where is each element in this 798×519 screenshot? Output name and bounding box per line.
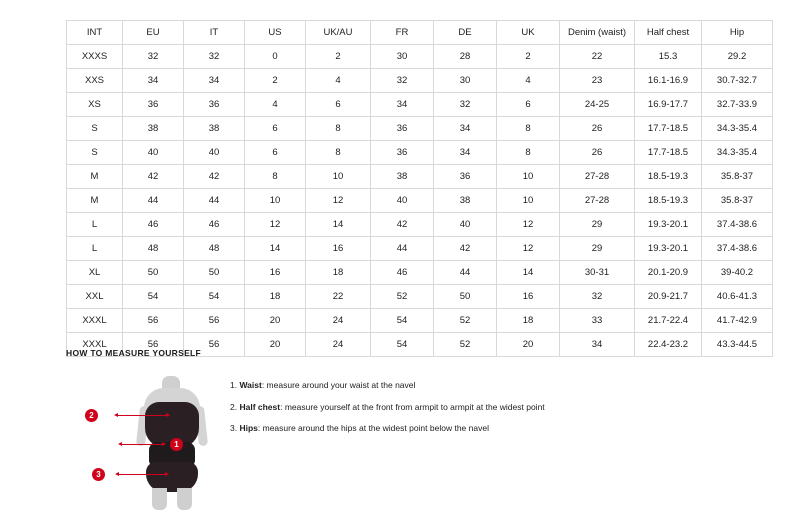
cell-it: 48	[184, 237, 245, 261]
cell-us: 0	[245, 45, 306, 69]
cell-int: XS	[67, 93, 123, 117]
cell-eu: 36	[123, 93, 184, 117]
instruction-half-chest-term: Half chest	[239, 401, 281, 412]
cell-de: 50	[434, 285, 497, 309]
cell-half-chest: 22.4-23.2	[635, 333, 702, 357]
mannequin-figure	[84, 368, 204, 503]
cell-denim-waist: 30-31	[560, 261, 635, 285]
cell-us: 20	[245, 309, 306, 333]
cell-us: 8	[245, 165, 306, 189]
cell-us: 20	[245, 333, 306, 357]
cell-eu: 46	[123, 213, 184, 237]
cell-hip: 37.4-38.6	[702, 237, 773, 261]
column-header-denim-waist: Denim (waist)	[560, 21, 635, 45]
cell-us: 12	[245, 213, 306, 237]
cell-int: S	[67, 117, 123, 141]
cell-ukau: 14	[306, 213, 371, 237]
cell-eu: 32	[123, 45, 184, 69]
cell-it: 34	[184, 69, 245, 93]
cell-int: S	[67, 141, 123, 165]
cell-uk: 12	[497, 237, 560, 261]
cell-fr: 46	[371, 261, 434, 285]
instruction-hips-term: Hips	[239, 423, 258, 434]
cell-it: 56	[184, 309, 245, 333]
column-header-it: IT	[184, 21, 245, 45]
cell-denim-waist: 33	[560, 309, 635, 333]
cell-hip: 41.7-42.9	[702, 309, 773, 333]
cell-us: 10	[245, 189, 306, 213]
table-row	[67, 237, 773, 261]
cell-it: 56	[184, 333, 245, 357]
cell-uk: 12	[497, 213, 560, 237]
cell-denim-waist: 27-28	[560, 189, 635, 213]
mannequin-left-leg	[152, 488, 167, 510]
cell-uk: 10	[497, 189, 560, 213]
cell-fr: 52	[371, 285, 434, 309]
instruction-half-chest	[230, 402, 545, 413]
cell-uk: 20	[497, 333, 560, 357]
cell-uk: 4	[497, 69, 560, 93]
cell-int: XXXL	[67, 333, 123, 357]
size-chart-table-wrapper	[66, 20, 758, 357]
column-header-eu: EU	[123, 21, 184, 45]
cell-de: 38	[434, 189, 497, 213]
column-header-us: US	[245, 21, 306, 45]
cell-eu: 38	[123, 117, 184, 141]
cell-denim-waist: 26	[560, 141, 635, 165]
table-row	[67, 141, 773, 165]
table-header-row	[67, 21, 773, 45]
cell-ukau: 24	[306, 309, 371, 333]
cell-it: 54	[184, 285, 245, 309]
cell-uk: 18	[497, 309, 560, 333]
cell-denim-waist: 29	[560, 213, 635, 237]
mannequin-right-leg	[177, 488, 192, 510]
cell-fr: 54	[371, 309, 434, 333]
instruction-waist-term: Waist	[239, 380, 262, 390]
cell-uk: 14	[497, 261, 560, 285]
cell-eu: 48	[123, 237, 184, 261]
instruction-hips-number: 3.	[230, 423, 238, 434]
cell-it: 32	[184, 45, 245, 69]
cell-de: 52	[434, 333, 497, 357]
cell-int: XXS	[67, 69, 123, 93]
cell-de: 52	[434, 309, 497, 333]
cell-us: 14	[245, 237, 306, 261]
cell-ukau: 16	[306, 237, 371, 261]
instruction-waist	[230, 380, 545, 391]
column-header-de: DE	[434, 21, 497, 45]
cell-eu: 50	[123, 261, 184, 285]
instruction-hips-text: : measure around the hips at the widest point below the navel	[257, 423, 489, 434]
cell-int: XL	[67, 261, 123, 285]
column-header-hip: Hip	[702, 21, 773, 45]
table-row	[67, 285, 773, 309]
how-to-measure-title: HOW TO MEASURE YOURSELF	[66, 348, 202, 358]
marker-1: 1	[170, 438, 183, 451]
cell-uk: 16	[497, 285, 560, 309]
cell-half-chest: 20.9-21.7	[635, 285, 702, 309]
cell-de: 28	[434, 45, 497, 69]
cell-half-chest: 17.7-18.5	[635, 117, 702, 141]
cell-ukau: 4	[306, 69, 371, 93]
cell-hip: 40.6-41.3	[702, 285, 773, 309]
cell-de: 40	[434, 213, 497, 237]
cell-denim-waist: 26	[560, 117, 635, 141]
cell-hip: 37.4-38.6	[702, 213, 773, 237]
cell-hip: 35.8-37	[702, 165, 773, 189]
cell-hip: 34.3-35.4	[702, 117, 773, 141]
cell-de: 42	[434, 237, 497, 261]
column-header-ukau: UK/AU	[306, 21, 371, 45]
cell-it: 36	[184, 93, 245, 117]
waist-measure-arrow-icon	[122, 444, 162, 445]
cell-eu: 56	[123, 309, 184, 333]
cell-denim-waist: 32	[560, 285, 635, 309]
cell-ukau: 18	[306, 261, 371, 285]
cell-uk: 8	[497, 117, 560, 141]
cell-eu: 42	[123, 165, 184, 189]
cell-eu: 40	[123, 141, 184, 165]
cell-hip: 35.8-37	[702, 189, 773, 213]
cell-fr: 30	[371, 45, 434, 69]
cell-int: M	[67, 189, 123, 213]
cell-de: 36	[434, 165, 497, 189]
cell-us: 6	[245, 141, 306, 165]
cell-half-chest: 20.1-20.9	[635, 261, 702, 285]
instruction-half-chest-number: 2.	[230, 401, 238, 412]
cell-ukau: 10	[306, 165, 371, 189]
cell-fr: 34	[371, 93, 434, 117]
cell-uk: 2	[497, 45, 560, 69]
column-header-int: INT	[67, 21, 123, 45]
column-header-uk: UK	[497, 21, 560, 45]
table-row	[67, 165, 773, 189]
cell-de: 32	[434, 93, 497, 117]
cell-it: 40	[184, 141, 245, 165]
instruction-waist-text: : measure around your waist at the navel	[261, 380, 416, 390]
table-row	[67, 213, 773, 237]
table-row	[67, 261, 773, 285]
cell-ukau: 8	[306, 141, 371, 165]
hip-measure-arrow-icon	[119, 474, 165, 475]
table-row	[67, 93, 773, 117]
cell-fr: 36	[371, 141, 434, 165]
table-row	[67, 189, 773, 213]
cell-eu: 34	[123, 69, 184, 93]
cell-half-chest: 17.7-18.5	[635, 141, 702, 165]
mannequin-body-icon	[114, 376, 170, 500]
cell-it: 46	[184, 213, 245, 237]
cell-fr: 44	[371, 237, 434, 261]
cell-de: 30	[434, 69, 497, 93]
cell-hip: 43.3-44.5	[702, 333, 773, 357]
cell-denim-waist: 23	[560, 69, 635, 93]
column-header-half-chest: Half chest	[635, 21, 702, 45]
cell-int: XXXS	[67, 45, 123, 69]
cell-half-chest: 21.7-22.4	[635, 309, 702, 333]
table-row	[67, 45, 773, 69]
table-row	[67, 69, 773, 93]
cell-us: 16	[245, 261, 306, 285]
cell-int: XXXL	[67, 309, 123, 333]
column-header-fr: FR	[371, 21, 434, 45]
cell-de: 44	[434, 261, 497, 285]
size-chart-table	[66, 20, 773, 357]
cell-int: M	[67, 165, 123, 189]
cell-de: 34	[434, 117, 497, 141]
cell-denim-waist: 34	[560, 333, 635, 357]
cell-denim-waist: 24-25	[560, 93, 635, 117]
how-to-measure-body	[66, 368, 766, 503]
cell-fr: 32	[371, 69, 434, 93]
marker-3: 3	[92, 468, 105, 481]
cell-half-chest: 19.3-20.1	[635, 237, 702, 261]
cell-hip: 39-40.2	[702, 261, 773, 285]
cell-hip: 34.3-35.4	[702, 141, 773, 165]
marker-2: 2	[85, 409, 98, 422]
cell-uk: 10	[497, 165, 560, 189]
cell-us: 18	[245, 285, 306, 309]
instruction-half-chest-text: : measure yourself at the front from armpit to armpit at the widest point	[280, 401, 545, 412]
cell-de: 34	[434, 141, 497, 165]
table-row	[67, 309, 773, 333]
cell-uk: 8	[497, 141, 560, 165]
cell-ukau: 6	[306, 93, 371, 117]
cell-us: 6	[245, 117, 306, 141]
cell-fr: 36	[371, 117, 434, 141]
instruction-hips	[230, 423, 545, 434]
cell-denim-waist: 27-28	[560, 165, 635, 189]
cell-fr: 38	[371, 165, 434, 189]
cell-half-chest: 16.1-16.9	[635, 69, 702, 93]
cell-uk: 6	[497, 93, 560, 117]
cell-eu: 56	[123, 333, 184, 357]
cell-denim-waist: 29	[560, 237, 635, 261]
cell-denim-waist: 22	[560, 45, 635, 69]
cell-hip: 32.7-33.9	[702, 93, 773, 117]
cell-hip: 29.2	[702, 45, 773, 69]
instruction-waist-number: 1.	[230, 380, 238, 390]
cell-half-chest: 16.9-17.7	[635, 93, 702, 117]
cell-eu: 44	[123, 189, 184, 213]
cell-it: 38	[184, 117, 245, 141]
cell-it: 44	[184, 189, 245, 213]
cell-fr: 40	[371, 189, 434, 213]
cell-ukau: 12	[306, 189, 371, 213]
table-row	[67, 117, 773, 141]
cell-us: 2	[245, 69, 306, 93]
cell-hip: 30.7-32.7	[702, 69, 773, 93]
cell-fr: 42	[371, 213, 434, 237]
cell-half-chest: 18.5-19.3	[635, 189, 702, 213]
cell-int: XXL	[67, 285, 123, 309]
cell-it: 42	[184, 165, 245, 189]
cell-us: 4	[245, 93, 306, 117]
cell-it: 50	[184, 261, 245, 285]
cell-half-chest: 18.5-19.3	[635, 165, 702, 189]
cell-ukau: 22	[306, 285, 371, 309]
cell-ukau: 2	[306, 45, 371, 69]
how-to-measure-section	[66, 348, 766, 503]
cell-half-chest: 15.3	[635, 45, 702, 69]
cell-fr: 54	[371, 333, 434, 357]
cell-half-chest: 19.3-20.1	[635, 213, 702, 237]
cell-int: L	[67, 237, 123, 261]
half-chest-measure-arrow-icon	[118, 415, 166, 416]
measure-instructions	[230, 368, 545, 445]
cell-int: L	[67, 213, 123, 237]
cell-ukau: 8	[306, 117, 371, 141]
cell-ukau: 24	[306, 333, 371, 357]
cell-eu: 54	[123, 285, 184, 309]
